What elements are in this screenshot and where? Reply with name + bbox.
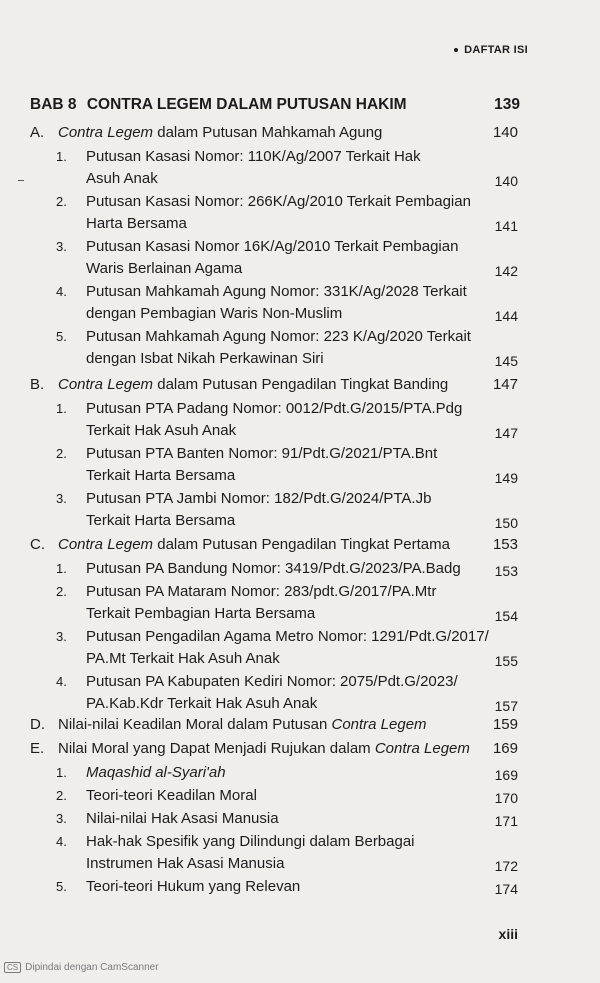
section-title: Nilai-nilai Keadilan Moral dalam Putusan Contra Legem bbox=[58, 716, 427, 733]
item-title-line1: Hak-hak Spesifik yang Dilindungi dalam Berbagai bbox=[86, 833, 415, 850]
chapter-title: CONTRA LEGEM DALAM PUTUSAN HAKIM bbox=[86, 96, 407, 113]
item-title-line1: Putusan PA Mataram Nomor: 283/pdt.G/2017/PA.Mtr bbox=[86, 583, 437, 600]
item-page: 171 bbox=[494, 813, 518, 829]
section-page: 147 bbox=[492, 376, 518, 393]
toc-item bbox=[56, 191, 526, 235]
item-number: 1. bbox=[56, 765, 67, 780]
item-title-line2: Terkait Harta Bersama bbox=[86, 467, 236, 484]
item-title-line2: Harta Bersama bbox=[86, 215, 187, 232]
item-title-line1: Putusan PTA Jambi Nomor: 182/Pdt.G/2024/PTA.Jb bbox=[86, 490, 432, 507]
item-title-line2: Instrumen Hak Asasi Manusia bbox=[86, 855, 285, 872]
section-title: Nilai Moral yang Dapat Menjadi Rujukan dalam Contra Legem bbox=[58, 740, 470, 757]
item-page: 150 bbox=[494, 515, 518, 531]
item-number: 4. bbox=[56, 674, 67, 689]
item-title-line1: Putusan PA Bandung Nomor: 3419/Pdt.G/2023/PA.Badg bbox=[86, 560, 461, 577]
section-title-emphasis: Contra Legem bbox=[58, 376, 154, 393]
item-title-line1: Putusan Mahkamah Agung Nomor: 331K/Ag/2028 Terkait bbox=[86, 283, 467, 300]
section-letter: D. bbox=[30, 716, 45, 733]
camscanner-logo-icon: CS bbox=[4, 962, 21, 973]
toc-item bbox=[56, 626, 526, 670]
section-letter: E. bbox=[30, 740, 45, 757]
toc-item bbox=[56, 581, 526, 625]
toc-item bbox=[56, 671, 526, 715]
section-page: 153 bbox=[492, 536, 518, 553]
item-number: 5. bbox=[56, 879, 67, 894]
toc-item bbox=[56, 146, 526, 190]
item-page: 174 bbox=[494, 881, 518, 897]
toc-item bbox=[56, 876, 526, 898]
item-title-line1: Putusan PTA Banten Nomor: 91/Pdt.G/2021/PTA.Bnt bbox=[86, 445, 438, 462]
item-number: 2. bbox=[56, 584, 67, 599]
item-page: 141 bbox=[494, 218, 518, 234]
toc-item bbox=[56, 488, 526, 532]
bullet-icon bbox=[454, 48, 458, 52]
item-number: 3. bbox=[56, 491, 67, 506]
item-title-line2: PA.Mt Terkait Hak Asuh Anak bbox=[86, 650, 280, 667]
item-title-line1: Putusan Kasasi Nomor: 266K/Ag/2010 Terkait Pembagian bbox=[86, 193, 471, 210]
chapter-label: BAB 8 bbox=[30, 96, 77, 113]
section-title-emphasis: Contra Legem bbox=[58, 536, 154, 553]
item-number: 2. bbox=[56, 194, 67, 209]
item-title-line2: Asuh Anak bbox=[86, 170, 158, 187]
item-title-emphasis: Maqashid al-Syari'ah bbox=[86, 764, 226, 781]
section-letter: A. bbox=[30, 124, 45, 141]
item-number: 3. bbox=[56, 811, 67, 826]
item-number: 1. bbox=[56, 561, 67, 576]
item-number: 1. bbox=[56, 149, 67, 164]
item-title-line2: PA.Kab.Kdr Terkait Hak Asuh Anak bbox=[86, 695, 318, 712]
item-page: 147 bbox=[494, 425, 518, 441]
toc-item bbox=[56, 443, 526, 487]
item-number: 3. bbox=[56, 629, 67, 644]
item-page: 142 bbox=[494, 263, 518, 279]
watermark-text: Dipindai dengan CamScanner bbox=[25, 962, 159, 974]
item-title-line1: Putusan PA Kabupaten Kediri Nomor: 2075/Pdt.G/2023/ bbox=[86, 673, 458, 690]
toc-item bbox=[56, 236, 526, 280]
item-page: 149 bbox=[494, 470, 518, 486]
section-title: Contra Legem dalam Putusan Pengadilan Tingkat Pertama bbox=[58, 536, 450, 553]
item-number: 3. bbox=[56, 239, 67, 254]
toc-item bbox=[56, 762, 526, 784]
item-number: 4. bbox=[56, 834, 67, 849]
item-page: 172 bbox=[494, 858, 518, 874]
item-page: 157 bbox=[494, 698, 518, 714]
item-page: 170 bbox=[494, 790, 518, 806]
item-number: 1. bbox=[56, 401, 67, 416]
item-title-line1: Teori-teori Hukum yang Relevan bbox=[86, 878, 301, 895]
scanner-watermark bbox=[4, 962, 159, 973]
running-header-title: DAFTAR ISI bbox=[464, 44, 528, 56]
section-title-emphasis: Contra Legem bbox=[58, 124, 154, 141]
chapter-page: 139 bbox=[494, 96, 520, 113]
toc-item bbox=[56, 281, 526, 325]
toc-item bbox=[56, 785, 526, 807]
item-title-line1: Putusan Kasasi Nomor 16K/Ag/2010 Terkait Pembagian bbox=[86, 238, 459, 255]
section-title-emphasis: Contra Legem bbox=[374, 740, 470, 757]
item-number: 4. bbox=[56, 284, 67, 299]
toc-item bbox=[56, 808, 526, 830]
item-title-line1: Putusan Pengadilan Agama Metro Nomor: 1291/Pdt.G/2017/ bbox=[86, 628, 489, 645]
chapter-entry bbox=[30, 94, 520, 116]
page-number: xiii bbox=[498, 926, 518, 942]
item-page: 145 bbox=[494, 353, 518, 369]
item-title-line2: Waris Berlainan Agama bbox=[86, 260, 243, 277]
section-page: 169 bbox=[492, 740, 518, 757]
item-number: 2. bbox=[56, 446, 67, 461]
item-title-line1: Teori-teori Keadilan Moral bbox=[86, 787, 257, 804]
section-page: 140 bbox=[492, 124, 518, 141]
item-page: 140 bbox=[494, 173, 518, 189]
item-title-line2: dengan Pembagian Waris Non-Muslim bbox=[86, 305, 343, 322]
item-title-line1: Putusan Kasasi Nomor: 110K/Ag/2007 Terkait Hak bbox=[86, 148, 421, 165]
item-page: 155 bbox=[494, 653, 518, 669]
item-title-line1 bbox=[86, 762, 226, 784]
item-number: 2. bbox=[56, 788, 67, 803]
item-title-line2: Terkait Hak Asuh Anak bbox=[86, 422, 237, 439]
toc-item bbox=[56, 326, 526, 370]
item-page: 154 bbox=[494, 608, 518, 624]
item-page: 153 bbox=[494, 563, 518, 579]
section-title-emphasis: Contra Legem bbox=[331, 716, 427, 733]
toc-item bbox=[56, 558, 526, 580]
section-page: 159 bbox=[492, 716, 518, 733]
item-page: 169 bbox=[494, 767, 518, 783]
item-title-line1: Putusan Mahkamah Agung Nomor: 223 K/Ag/2020 Terkait bbox=[86, 328, 471, 345]
toc-item bbox=[56, 831, 526, 875]
item-title-line1: Nilai-nilai Hak Asasi Manusia bbox=[86, 810, 279, 827]
section-title: Contra Legem dalam Putusan Pengadilan Tingkat Banding bbox=[58, 376, 449, 393]
scan-mark bbox=[18, 180, 24, 181]
section-letter: C. bbox=[30, 536, 45, 553]
toc-item bbox=[56, 398, 526, 442]
item-title-line2: Terkait Pembagian Harta Bersama bbox=[86, 605, 316, 622]
item-title-line2: Terkait Harta Bersama bbox=[86, 512, 236, 529]
item-title-line2: dengan Isbat Nikah Perkawinan Siri bbox=[86, 350, 324, 367]
section-letter: B. bbox=[30, 376, 45, 393]
section-title: Contra Legem dalam Putusan Mahkamah Agung bbox=[58, 124, 383, 141]
running-header bbox=[454, 44, 528, 56]
item-number: 5. bbox=[56, 329, 67, 344]
item-title-line1: Putusan PTA Padang Nomor: 0012/Pdt.G/2015/PTA.Pdg bbox=[86, 400, 463, 417]
item-page: 144 bbox=[494, 308, 518, 324]
